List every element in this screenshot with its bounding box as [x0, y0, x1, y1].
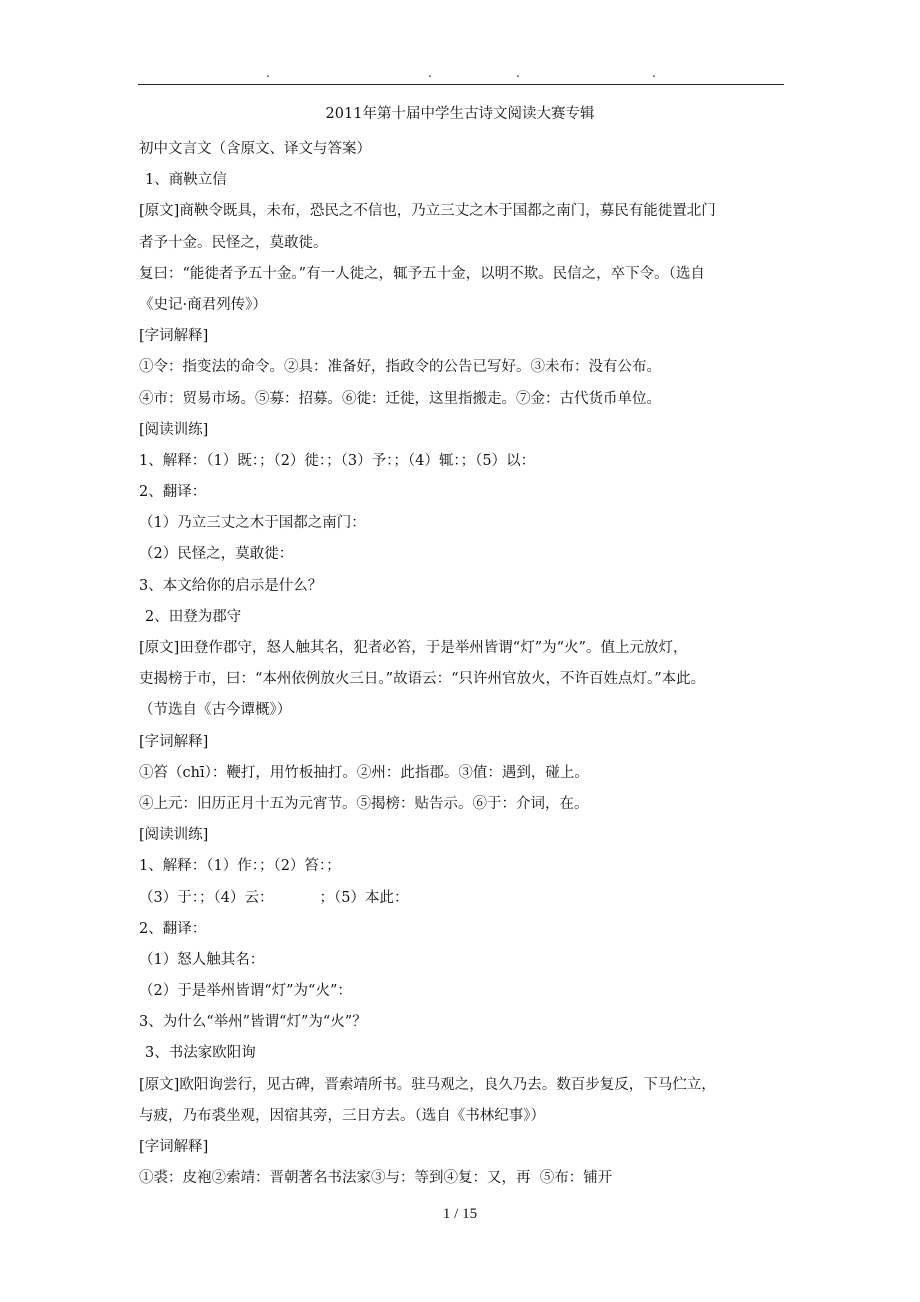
text-line: [阅读训练] [139, 827, 209, 844]
text-line: （2）民怪之，莫敢徙： [139, 546, 294, 563]
text-line: [原文]田登作郡守，怒人触其名，犯者必笞，于是举州皆谓“灯”为“火”。值上元放灯， [139, 640, 688, 656]
text-line: 1、解释：（1）作：；（2）笞：； [139, 858, 341, 875]
text-line: 2、翻译： [139, 920, 207, 937]
text-line: ①笞（chī）：鞭打，用竹板抽打。②州：此指郡。③值：遇到，碰上。 [139, 764, 589, 781]
text-line: （3）于：；（4）云： ；（5）本此： [139, 889, 409, 906]
text-line: 3、书法家欧阳询 [145, 1045, 256, 1062]
text-line: （节选自《古今谭概》） [139, 702, 292, 719]
document-body [139, 134, 789, 1194]
text-line: 吏揭榜于市，曰：“本州依例放火三日。”故语云：“只许州官放火，不许百姓点灯。”本此。 [139, 671, 706, 688]
text-line: [原文]欧阳询尝行，见古碑，晋索靖所书。驻马观之，良久乃去。数百步复反，下马伫立， [139, 1076, 716, 1093]
text-line: 2、翻译： [139, 484, 207, 501]
header-dot: . [266, 66, 270, 80]
text-line: （1）乃立三丈之木于国都之南门： [139, 515, 366, 532]
header-dot: . [516, 66, 520, 80]
text-line: ④上元：旧历正月十五为元宵节。⑤揭榜：贴告示。⑥于：介词，在。 [139, 795, 589, 812]
text-line: ④市：贸易市场。⑤募：招募。⑥徙：迁徙，这里指搬走。⑦金：古代货币单位。 [139, 390, 661, 407]
document-title: 2011年第十届中学生古诗文阅读大赛专辑 [325, 106, 595, 122]
text-line: 与疲，乃布裘坐观，因宿其旁，三日方去。（选自《书林纪事》） [139, 1107, 545, 1124]
text-line: 者予十金。民怪之，莫敢徙。 [139, 234, 328, 251]
text-line: 《史记·商君列传》） [139, 296, 267, 313]
header-dot: . [652, 66, 656, 80]
text-line: [原文]商鞅令既具，未布，恐民之不信也，乃立三丈之木于国都之南门，募民有能徙置北门 [139, 203, 716, 220]
text-line: [字词解释] [139, 733, 209, 750]
text-line: 1、解释：（1）既：；（2）徙：；（3）予：；（4）辄：；（5）以： [139, 452, 536, 469]
text-line: 3、本文给你的启示是什么？ [139, 577, 323, 594]
text-line: 2、田登为郡守 [145, 608, 242, 625]
text-line: （1）怒人触其名： [139, 951, 265, 968]
page-number: 1 / 15 [442, 1206, 478, 1222]
text-line: ①令：指变法的命令。②具：准备好，指政令的公告已写好。③未布：没有公布。 [139, 359, 661, 376]
text-line: 复曰：“能徙者予五十金。”有一人徙之，辄予五十金，以明不欺。民信之，卒下令。（选自 [139, 265, 705, 282]
text-line: [字词解释] [139, 328, 209, 345]
text-line: [阅读训练] [139, 421, 209, 438]
header-dot: . [428, 66, 432, 80]
text-line: （2）于是举州皆谓“灯”为“火”： [139, 983, 352, 1000]
text-line: 3、为什么“举州”皆谓“灯”为“火”？ [139, 1014, 367, 1031]
header-rule [138, 84, 784, 85]
text-line: 1、商鞅立信 [145, 172, 227, 189]
text-line: 初中文言文（含原文、译文与答案） [139, 141, 371, 157]
text-line: [字词解释] [139, 1139, 209, 1155]
text-line: ①裘：皮袍②索靖：晋朝著名书法家③与：等到④复：又，再 ⑤布：铺开 [139, 1170, 613, 1187]
